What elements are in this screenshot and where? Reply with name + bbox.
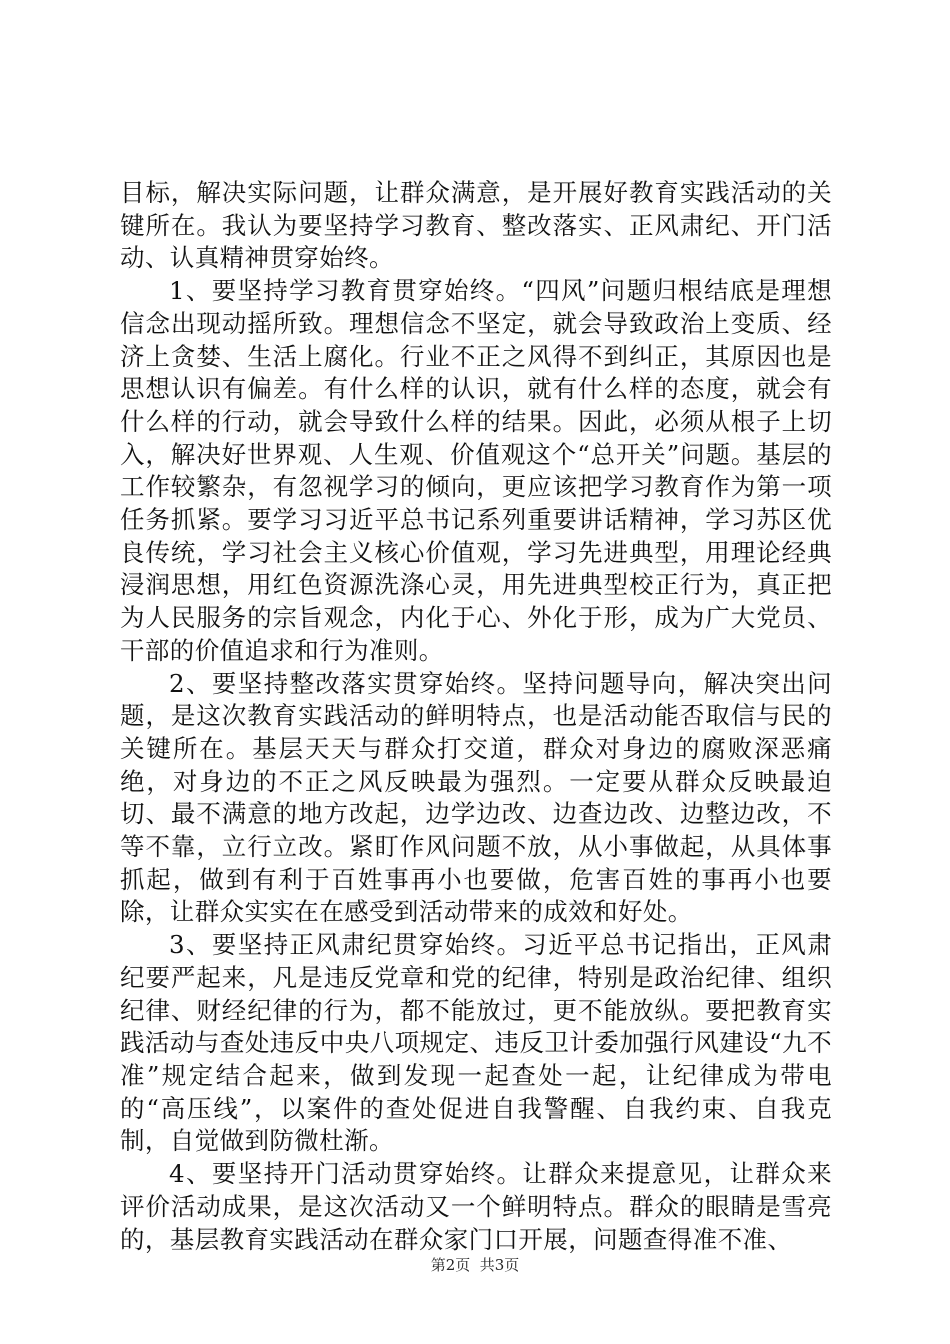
page-footer: 第2页 共3页 [430, 1256, 520, 1274]
document-body [120, 177, 832, 1256]
paragraph-open-activity: 4、要坚持开门活动贯穿始终。让群众来提意见，让群众来评价活动成果，是这次活动又一个鲜明特点。群众的眼睛是雪亮的，基层教育实践活动在群众家门口开展，问题查得准不准、 [120, 1159, 832, 1254]
paragraph-study-education: 1、要坚持学习教育贯穿始终。“四风”问题归根结底是理想信念出现动摇所致。理想信念不坚定，就会导致政治上变质、经济上贪婪、生活上腐化。行业不正之风得不到纠正，其原因也是思想认识有偏差。有什么样的认识，就有什么样的态度，就会有什么样的行动，就会导致什么样的结果。因此，必须从根子上切入，解决好世界观、人生观、价值观这个“总开关”问题。基层的工作较繁杂，有忽视学习的倾向，更应该把学习教育作为第一项任务抓紧。要学习习近平总书记系列重要讲话精神，学习苏区优良传统，学习社会主义核心价值观，学习先进典型，用理论经典浸润思想，用红色资源洗涤心灵，用先进典型校正行为，真正把为人民服务的宗旨观念，内化于心、外化于形，成为广大党员、干部的价值追求和行为准则。 [120, 276, 832, 665]
paragraph-discipline: 3、要坚持正风肃纪贯穿始终。习近平总书记指出，正风肃纪要严起来，凡是违反党章和党的纪律，特别是政治纪律、组织纪律、财经纪律的行为，都不能放过，更不能放纵。要把教育实践活动与查处违反中央八项规定、违反卫计委加强行风建设“九不准”规定结合起来，做到发现一起查处一起，让纪律成为带电的“高压线”，以案件的查处促进自我警醒、自我约束、自我克制，自觉做到防微杜渐。 [120, 930, 832, 1156]
paragraph-rectification: 2、要坚持整改落实贯穿始终。坚持问题导向，解决突出问题，是这次教育实践活动的鲜明特点，也是活动能否取信与民的关键所在。基层天天与群众打交道，群众对身边的腐败深恶痛绝，对身边的不正之风反映最为强烈。一定要从群众反映最迫切、最不满意的地方改起，边学边改、边查边改、边整边改，不等不靠，立行立改。紧盯作风问题不放，从小事做起，从具体事抓起，做到有利于百姓事再小也要做，危害百姓的事再小也要除，让群众实实在在感受到活动带来的成效和好处。 [120, 668, 832, 927]
paragraph-intro-continued: 目标，解决实际问题，让群众满意，是开展好教育实践活动的关键所在。我认为要坚持学习教育、整改落实、正风肃纪、开门活动、认真精神贯穿始终。 [120, 178, 832, 273]
